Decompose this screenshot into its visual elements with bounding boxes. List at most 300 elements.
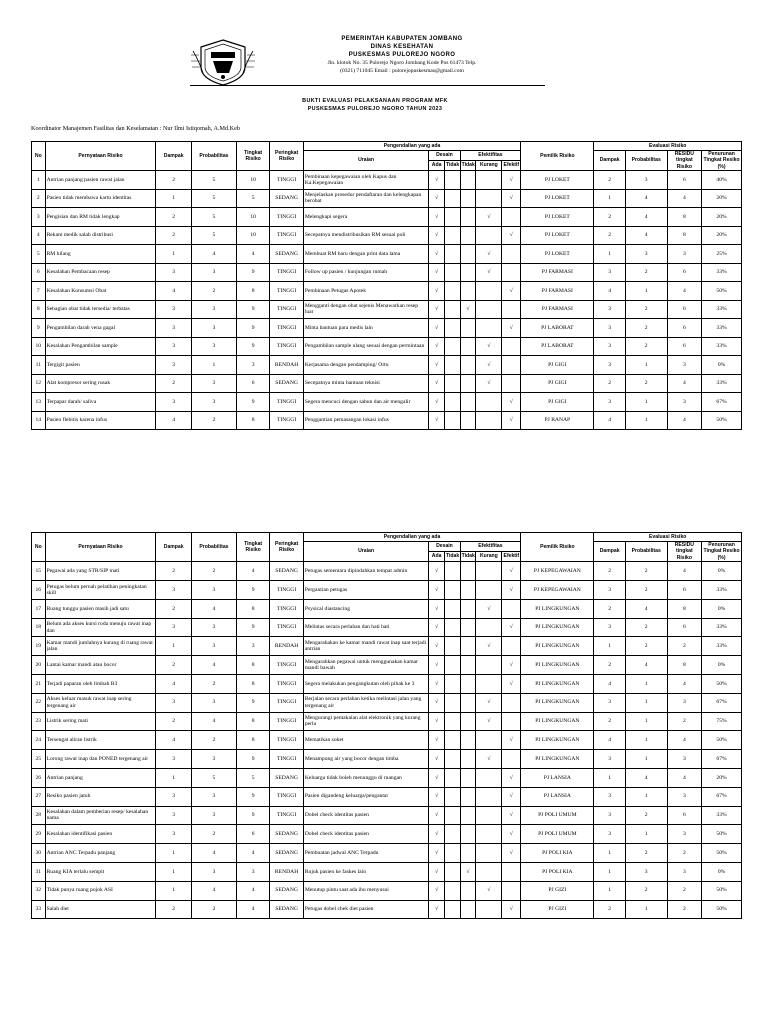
cell-peringkat-risiko: TINGGI (270, 393, 303, 412)
cell-probabilitas: 2 (191, 562, 236, 581)
cell-desain-tidak (444, 393, 460, 412)
cell-probabilitas: 4 (191, 599, 236, 618)
cell-penurunan: 0% (702, 599, 742, 618)
table-row (32, 393, 742, 412)
table-row (32, 319, 742, 338)
cell-tingkat-risiko: 9 (236, 337, 269, 356)
cell-efektifitas-kurang (476, 768, 502, 787)
header-evaluasi-risiko: Evaluasi Risiko (594, 533, 742, 542)
cell-efektifitas-kurang (476, 806, 502, 825)
cell-tingkat-risiko: 9 (236, 787, 269, 806)
cell-pemilik-risiko: PJ GIZI (521, 881, 594, 900)
table-row (32, 656, 742, 675)
header-efektifitas: Efektifitas (460, 542, 521, 552)
cell-eval-probabilitas: 1 (625, 393, 667, 412)
cell-efektifitas-efektif: √ (502, 731, 521, 750)
cell-probabilitas: 3 (191, 581, 236, 600)
cell-efektifitas-kurang: √ (476, 245, 502, 264)
cell-dampak: 3 (156, 319, 192, 338)
cell-efektifitas-efektif: √ (502, 656, 521, 675)
cell-penurunan: 33% (702, 300, 742, 319)
cell-penurunan: 50% (702, 731, 742, 750)
cell-no: 9 (32, 319, 46, 338)
cell-efektifitas-tidak (460, 226, 476, 245)
cell-uraian: Menjelaskan prosedur pendaftaran dan kelengkapan berobat (303, 189, 428, 208)
cell-probabilitas: 2 (191, 900, 236, 919)
cell-no: 11 (32, 356, 46, 375)
table-row (32, 768, 742, 787)
cell-penurunan: 67% (702, 693, 742, 712)
cell-pemilik-risiko: PJ LINGKUNGAN (521, 618, 594, 637)
cell-eval-probabilitas: 1 (625, 825, 667, 844)
cell-dampak: 1 (156, 881, 192, 900)
cell-desain-ada: √ (429, 282, 445, 301)
table-row (32, 337, 742, 356)
cell-desain-tidak (444, 750, 460, 769)
cell-pemilik-risiko: PJ POLI KIA (521, 844, 594, 863)
cell-uraian: Pembuatan jadwal ANC Terpadu (303, 844, 428, 863)
cell-probabilitas: 3 (191, 393, 236, 412)
cell-residu: 2 (667, 712, 702, 731)
cell-eval-dampak: 1 (594, 189, 625, 208)
header-efektif: Efektif (502, 161, 521, 171)
cell-eval-dampak: 2 (594, 171, 625, 190)
cell-no: 12 (32, 374, 46, 393)
cell-dampak: 2 (156, 208, 192, 227)
cell-residu: 4 (667, 562, 702, 581)
risk-evaluation-table-2 (31, 532, 742, 919)
cell-desain-ada: √ (429, 731, 445, 750)
coordinator-line: Koordinator Manajemen Fasilitas dan Keselamatan : Nur Ilmi Istiqomah, A.Md.Keb (31, 125, 240, 132)
cell-desain-ada: √ (429, 844, 445, 863)
cell-eval-dampak: 1 (594, 844, 625, 863)
cell-efektifitas-tidak (460, 356, 476, 375)
cell-residu: 3 (667, 862, 702, 881)
cell-tingkat-risiko: 9 (236, 806, 269, 825)
cell-efektifitas-tidak (460, 411, 476, 430)
header-efektif: Efektif (502, 552, 521, 562)
cell-desain-tidak (444, 693, 460, 712)
cell-desain-ada: √ (429, 637, 445, 656)
cell-desain-tidak (444, 226, 460, 245)
cell-efektifitas-efektif: √ (502, 787, 521, 806)
cell-peringkat-risiko: SEDANG (270, 825, 303, 844)
cell-dampak: 2 (156, 562, 192, 581)
cell-eval-probabilitas: 2 (625, 319, 667, 338)
cell-peringkat-risiko: TINGGI (270, 282, 303, 301)
cell-desain-ada: √ (429, 226, 445, 245)
cell-efektifitas-tidak (460, 599, 476, 618)
table-row (32, 862, 742, 881)
cell-eval-dampak: 3 (594, 750, 625, 769)
cell-eval-dampak: 2 (594, 599, 625, 618)
cell-efektifitas-efektif (502, 637, 521, 656)
cell-penurunan: 33% (702, 263, 742, 282)
cell-efektifitas-tidak (460, 618, 476, 637)
cell-dampak: 3 (156, 263, 192, 282)
cell-desain-tidak (444, 618, 460, 637)
cell-tingkat-risiko: 8 (236, 411, 269, 430)
cell-pemilik-risiko: PJ LOKET (521, 208, 594, 227)
cell-uraian: Dobel check identitas pasien (303, 806, 428, 825)
cell-eval-dampak: 3 (594, 825, 625, 844)
cell-desain-tidak (444, 263, 460, 282)
cell-eval-probabilitas: 1 (625, 900, 667, 919)
cell-probabilitas: 5 (191, 208, 236, 227)
header-eval-probabilitas: Probabilitas (625, 151, 667, 171)
cell-dampak: 2 (156, 712, 192, 731)
cell-tingkat-risiko: 4 (236, 844, 269, 863)
cell-efektifitas-efektif (502, 263, 521, 282)
cell-pernyataan-risiko: Lorong rawat inap dan PONED tergenang air (45, 750, 156, 769)
cell-efektifitas-efektif: √ (502, 806, 521, 825)
cell-desain-ada: √ (429, 881, 445, 900)
cell-no: 1 (32, 171, 46, 190)
header-desain-tidak: Tidak (444, 161, 460, 171)
cell-residu: 6 (667, 263, 702, 282)
cell-efektifitas-efektif: √ (502, 189, 521, 208)
cell-residu: 2 (667, 844, 702, 863)
cell-desain-tidak (444, 825, 460, 844)
cell-no: 7 (32, 282, 46, 301)
cell-efektifitas-efektif (502, 245, 521, 264)
cell-probabilitas: 3 (191, 637, 236, 656)
document-title (230, 97, 520, 113)
cell-penurunan: 50% (702, 844, 742, 863)
cell-efektifitas-kurang (476, 171, 502, 190)
header-no: No (32, 142, 46, 171)
header-pengendalian: Pengendalian yang ada (303, 142, 520, 151)
cell-no: 14 (32, 411, 46, 430)
cell-desain-tidak (444, 411, 460, 430)
cell-penurunan: 67% (702, 787, 742, 806)
cell-desain-ada: √ (429, 581, 445, 600)
cell-desain-tidak (444, 356, 460, 375)
cell-no: 27 (32, 787, 46, 806)
cell-eval-dampak: 3 (594, 300, 625, 319)
cell-efektifitas-tidak (460, 656, 476, 675)
cell-efektifitas-tidak (460, 675, 476, 694)
cell-residu: 2 (667, 637, 702, 656)
cell-pernyataan-risiko: Rekam medik salah distribusi (45, 226, 156, 245)
cell-penurunan: 67% (702, 750, 742, 769)
header-penurunan: Penurunan Tingkat Resiko (%) (703, 151, 740, 170)
cell-uraian: Segera melakukan pengangkutan oleh pihak ke 3 (303, 675, 428, 694)
cell-residu: 4 (667, 411, 702, 430)
cell-pernyataan-risiko: Kesalahan Konsumsi Obat (45, 282, 156, 301)
cell-dampak: 4 (156, 675, 192, 694)
cell-desain-ada: √ (429, 562, 445, 581)
cell-no: 5 (32, 245, 46, 264)
cell-probabilitas: 3 (191, 750, 236, 769)
header-ada: Ada (429, 552, 445, 562)
cell-desain-tidak (444, 637, 460, 656)
cell-efektifitas-tidak (460, 208, 476, 227)
cell-eval-dampak: 1 (594, 881, 625, 900)
cell-probabilitas: 1 (191, 356, 236, 375)
header-pernyataan-risiko: Pernyataan Risiko (45, 142, 156, 171)
cell-no: 4 (32, 226, 46, 245)
cell-residu: 4 (667, 189, 702, 208)
cell-dampak: 4 (156, 282, 192, 301)
cell-efektifitas-tidak (460, 844, 476, 863)
cell-eval-dampak: 2 (594, 226, 625, 245)
cell-probabilitas: 5 (191, 171, 236, 190)
cell-dampak: 1 (156, 637, 192, 656)
cell-pemilik-risiko: PJ FARMASI (521, 300, 594, 319)
cell-dampak: 3 (156, 806, 192, 825)
cell-eval-dampak: 1 (594, 862, 625, 881)
cell-probabilitas: 4 (191, 656, 236, 675)
cell-tingkat-risiko: 5 (236, 189, 269, 208)
cell-eval-dampak: 2 (594, 712, 625, 731)
cell-penurunan: 20% (702, 768, 742, 787)
cell-efektifitas-kurang (476, 675, 502, 694)
cell-dampak: 2 (156, 171, 192, 190)
cell-residu: 8 (667, 226, 702, 245)
header-eval-dampak: Dampak (594, 151, 625, 171)
cell-pemilik-risiko: PJ LOKET (521, 189, 594, 208)
cell-eval-dampak: 3 (594, 693, 625, 712)
cell-eval-probabilitas: 4 (625, 189, 667, 208)
cell-peringkat-risiko: TINGGI (270, 300, 303, 319)
cell-efektifitas-efektif (502, 374, 521, 393)
cell-eval-dampak: 2 (594, 374, 625, 393)
cell-pemilik-risiko: PJ FARMASI (521, 282, 594, 301)
cell-efektifitas-efektif: √ (502, 825, 521, 844)
cell-penurunan: 50% (702, 411, 742, 430)
cell-uraian: Mengarahkan pegawai untuk menggunakan kamar mandi bawah (303, 656, 428, 675)
cell-efektifitas-efektif: √ (502, 581, 521, 600)
cell-desain-ada: √ (429, 750, 445, 769)
cell-desain-tidak (444, 189, 460, 208)
cell-uraian: Berjalan secara perlahan ketika melintasi jalan yang tergenang air (303, 693, 428, 712)
cell-residu: 3 (667, 750, 702, 769)
cell-penurunan: 33% (702, 806, 742, 825)
cell-residu: 6 (667, 319, 702, 338)
cell-eval-probabilitas: 2 (625, 881, 667, 900)
cell-efektifitas-kurang (476, 825, 502, 844)
cell-eval-probabilitas: 2 (625, 618, 667, 637)
cell-tingkat-risiko: 4 (236, 900, 269, 919)
cell-peringkat-risiko: TINGGI (270, 226, 303, 245)
header-pernyataan-risiko: Pernyataan Risiko (45, 533, 156, 562)
cell-efektifitas-efektif: √ (502, 171, 521, 190)
cell-probabilitas: 4 (191, 844, 236, 863)
cell-efektifitas-efektif (502, 881, 521, 900)
cell-dampak: 2 (156, 226, 192, 245)
cell-efektifitas-tidak (460, 825, 476, 844)
cell-efektifitas-efektif: √ (502, 562, 521, 581)
cell-dampak: 3 (156, 693, 192, 712)
cell-uraian: Segera mencuci dengan sabun dan air mengalir (303, 393, 428, 412)
cell-peringkat-risiko: TINGGI (270, 581, 303, 600)
cell-no: 28 (32, 806, 46, 825)
cell-desain-ada: √ (429, 319, 445, 338)
cell-pemilik-risiko: PJ GIZI (521, 900, 594, 919)
cell-eval-probabilitas: 3 (625, 862, 667, 881)
cell-eval-dampak: 2 (594, 900, 625, 919)
cell-desain-tidak (444, 675, 460, 694)
cell-peringkat-risiko: TINGGI (270, 693, 303, 712)
cell-tingkat-risiko: 10 (236, 226, 269, 245)
cell-residu: 6 (667, 581, 702, 600)
table-row (32, 245, 742, 264)
cell-efektifitas-tidak: √ (460, 862, 476, 881)
cell-dampak: 1 (156, 844, 192, 863)
cell-eval-dampak: 3 (594, 319, 625, 338)
cell-pernyataan-risiko: Listrik sering mati (45, 712, 156, 731)
header-efektifitas-tidak: Tidak (460, 161, 476, 171)
cell-penurunan: 50% (702, 282, 742, 301)
cell-dampak: 1 (156, 768, 192, 787)
cell-efektifitas-tidak (460, 393, 476, 412)
cell-peringkat-risiko: SEDANG (270, 374, 303, 393)
cell-efektifitas-tidak (460, 319, 476, 338)
cell-efektifitas-kurang: √ (476, 881, 502, 900)
header-dampak: Dampak (156, 533, 192, 562)
cell-desain-ada: √ (429, 337, 445, 356)
cell-peringkat-risiko: TINGGI (270, 599, 303, 618)
cell-eval-probabilitas: 1 (625, 731, 667, 750)
cell-pemilik-risiko: PJ LOKET (521, 171, 594, 190)
cell-probabilitas: 2 (191, 411, 236, 430)
cell-efektifitas-efektif (502, 862, 521, 881)
cell-efektifitas-efektif: √ (502, 844, 521, 863)
cell-no: 16 (32, 581, 46, 600)
cell-pemilik-risiko: PJ LINGKUNGAN (521, 656, 594, 675)
cell-pernyataan-risiko: Tersengat aliran listrik (45, 731, 156, 750)
cell-efektifitas-kurang (476, 282, 502, 301)
cell-pernyataan-risiko: Tergigit pasien (45, 356, 156, 375)
cell-desain-tidak (444, 731, 460, 750)
cell-pemilik-risiko: PJ LINGKUNGAN (521, 675, 594, 694)
cell-pernyataan-risiko: Sebagian obat tidak tersedia/ terbatas (45, 300, 156, 319)
cell-eval-dampak: 2 (594, 562, 625, 581)
cell-tingkat-risiko: 6 (236, 825, 269, 844)
header-tingkat-risiko: Tingkat Risiko (236, 142, 269, 171)
cell-desain-tidak (444, 300, 460, 319)
cell-pernyataan-risiko: Antrian panjang pasien rawat jalan (45, 171, 156, 190)
header-eval-probabilitas: Probabilitas (625, 542, 667, 562)
cell-desain-ada: √ (429, 300, 445, 319)
cell-dampak: 3 (156, 393, 192, 412)
header-peringkat-risiko: Peringkat Risiko (270, 533, 303, 562)
cell-penurunan: 33% (702, 374, 742, 393)
cell-uraian: Menutup pintu saat ada ibu menyusui (303, 881, 428, 900)
cell-no: 30 (32, 844, 46, 863)
cell-probabilitas: 4 (191, 245, 236, 264)
cell-eval-dampak: 3 (594, 581, 625, 600)
cell-efektifitas-kurang: √ (476, 263, 502, 282)
cell-eval-probabilitas: 2 (625, 300, 667, 319)
cell-dampak: 3 (156, 356, 192, 375)
cell-eval-probabilitas: 2 (625, 806, 667, 825)
cell-uraian: Secepatnya minta bantuan teknisi (303, 374, 428, 393)
cell-no: 19 (32, 637, 46, 656)
cell-tingkat-risiko: 3 (236, 356, 269, 375)
cell-eval-dampak: 2 (594, 656, 625, 675)
cell-uraian: Penggantian pemasangan lokasi infus (303, 411, 428, 430)
cell-probabilitas: 3 (191, 374, 236, 393)
cell-penurunan: 50% (702, 675, 742, 694)
cell-penurunan: 75% (702, 712, 742, 731)
cell-peringkat-risiko: TINGGI (270, 208, 303, 227)
cell-dampak: 3 (156, 750, 192, 769)
cell-dampak: 1 (156, 189, 192, 208)
letterhead-agency: DINAS KESEHATAN (370, 44, 434, 50)
cell-desain-ada: √ (429, 599, 445, 618)
header-ada: Ada (429, 161, 445, 171)
cell-residu: 2 (667, 900, 702, 919)
table-row (32, 787, 742, 806)
cell-uraian: Pembinaan Petugas Apotek (303, 282, 428, 301)
cell-efektifitas-kurang (476, 731, 502, 750)
table-row (32, 693, 742, 712)
cell-efektifitas-efektif (502, 337, 521, 356)
cell-eval-probabilitas: 2 (625, 374, 667, 393)
cell-residu: 8 (667, 656, 702, 675)
cell-probabilitas: 2 (191, 731, 236, 750)
cell-residu: 3 (667, 787, 702, 806)
cell-tingkat-risiko: 9 (236, 263, 269, 282)
cell-uraian: Petugas dobel chek diet pasien (303, 900, 428, 919)
cell-desain-ada: √ (429, 393, 445, 412)
cell-tingkat-risiko: 8 (236, 675, 269, 694)
cell-efektifitas-kurang (476, 787, 502, 806)
cell-probabilitas: 4 (191, 712, 236, 731)
cell-eval-probabilitas: 4 (625, 599, 667, 618)
cell-penurunan: 20% (702, 226, 742, 245)
cell-desain-tidak (444, 337, 460, 356)
header-residu: RESIDU tingkat Risiko (667, 542, 702, 562)
header-no: No (32, 533, 46, 562)
cell-eval-dampak: 4 (594, 411, 625, 430)
cell-residu: 3 (667, 245, 702, 264)
table-row (32, 618, 742, 637)
cell-peringkat-risiko: TINGGI (270, 787, 303, 806)
cell-efektifitas-kurang (476, 319, 502, 338)
cell-efektifitas-efektif (502, 750, 521, 769)
cell-dampak: 4 (156, 731, 192, 750)
cell-pernyataan-risiko: Pengisian dan RM tidak lengkap (45, 208, 156, 227)
cell-tingkat-risiko: 8 (236, 731, 269, 750)
cell-penurunan: 0% (702, 862, 742, 881)
cell-desain-ada: √ (429, 900, 445, 919)
cell-peringkat-risiko: TINGGI (270, 675, 303, 694)
cell-efektifitas-tidak (460, 282, 476, 301)
cell-tingkat-risiko: 9 (236, 693, 269, 712)
header-uraian: Uraian (303, 151, 428, 171)
cell-pernyataan-risiko: Alat kompresor sering rusak (45, 374, 156, 393)
cell-probabilitas: 2 (191, 282, 236, 301)
cell-residu: 4 (667, 675, 702, 694)
cell-no: 31 (32, 862, 46, 881)
table-row (32, 599, 742, 618)
cell-eval-probabilitas: 2 (625, 562, 667, 581)
table-row (32, 226, 742, 245)
cell-pemilik-risiko: PJ GIGI (521, 393, 594, 412)
cell-efektifitas-kurang: √ (476, 712, 502, 731)
cell-desain-tidak (444, 787, 460, 806)
cell-eval-dampak: 4 (594, 675, 625, 694)
cell-peringkat-risiko: SEDANG (270, 562, 303, 581)
cell-no: 6 (32, 263, 46, 282)
header-efektifitas-tidak: Tidak (460, 552, 476, 562)
cell-efektifitas-efektif: √ (502, 900, 521, 919)
cell-eval-probabilitas: 2 (625, 844, 667, 863)
cell-penurunan: 33% (702, 319, 742, 338)
